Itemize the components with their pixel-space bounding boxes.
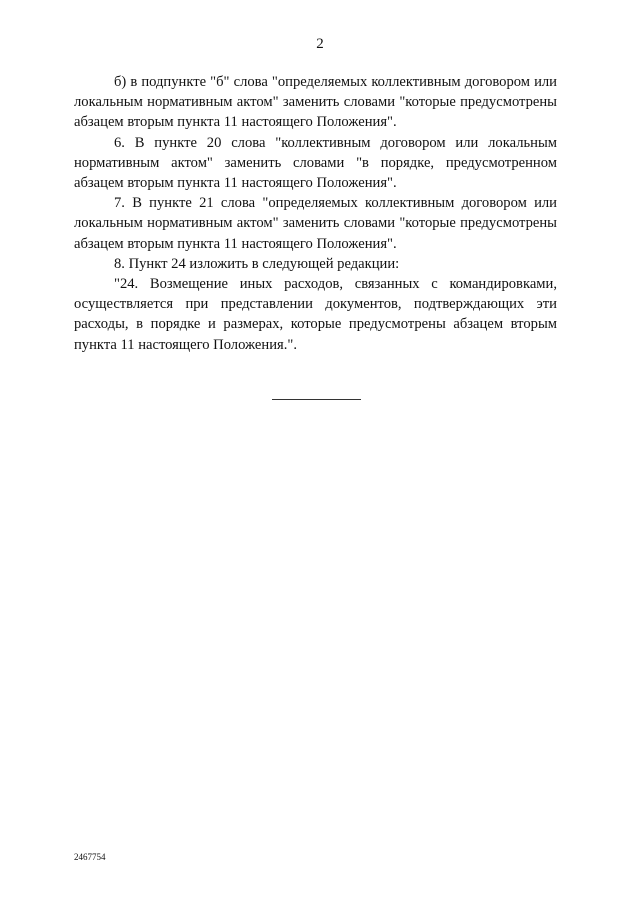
end-separator-line: [272, 399, 361, 400]
document-code: 2467754: [74, 852, 106, 862]
page-number: 2: [316, 36, 324, 52]
paragraph-7: 7. В пункте 21 слова "определяемых коллективным договором или локальным нормативным актом" заменить словами "которые предусмотрены абзацем вторым пункта 11 настоящего Положения".: [74, 195, 557, 252]
paragraph-24-quote: "24. Возмещение иных расходов, связанных с командировками, осуществляется при представлении документов, подтверждающих эти расходы, в порядке и размерах, которые предусмотрены абзацем вторым пункта 11 настоящего Положения.".: [74, 276, 557, 353]
paragraph-b: б) в подпункте "б" слова "определяемых коллективным договором или локальным нормативным актом" заменить словами "которые предусмотрены абзацем вторым пункта 11 настоящего Положения".: [74, 74, 557, 131]
paragraph-8: 8. Пункт 24 изложить в следующей редакции:: [114, 255, 400, 272]
paragraph-6: 6. В пункте 20 слова "коллективным договором или локальным нормативным актом" заменить словами "в порядке, предусмотренном абзацем вторым пункта 11 настоящего Положения".: [74, 134, 557, 192]
document-body: [74, 72, 557, 355]
